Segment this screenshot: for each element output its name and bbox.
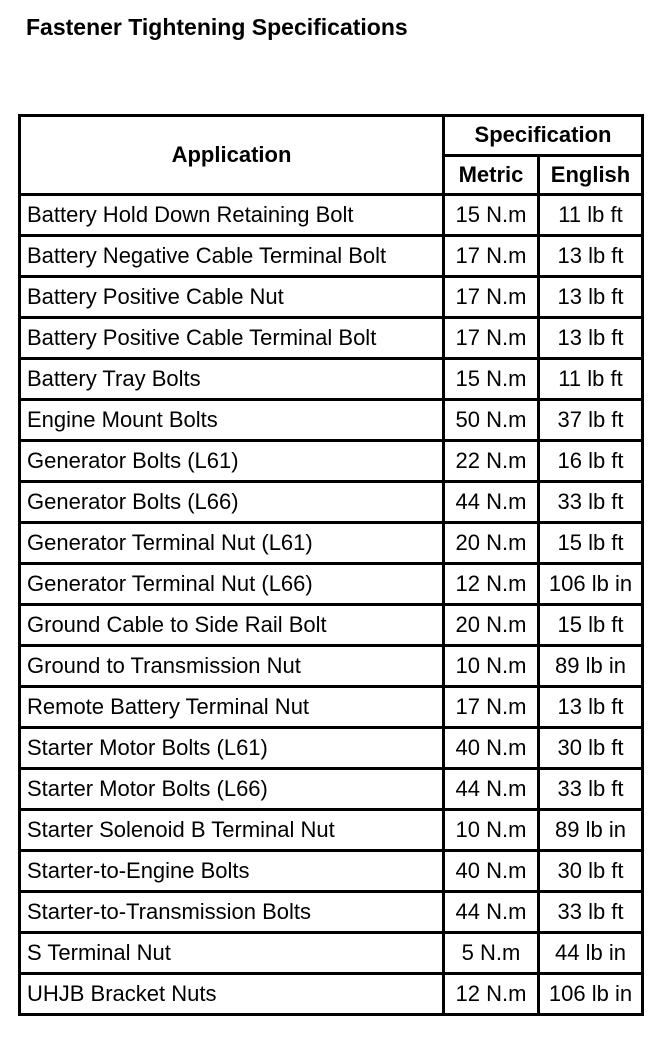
application-column-header: Application [20, 116, 444, 195]
application-cell: Remote Battery Terminal Nut [20, 687, 444, 728]
metric-value-cell: 40 N.m [444, 851, 539, 892]
table-row [20, 400, 643, 441]
application-cell: Battery Tray Bolts [20, 359, 444, 400]
metric-value-cell: 44 N.m [444, 482, 539, 523]
table-row [20, 523, 643, 564]
table-row [20, 564, 643, 605]
english-value-cell: 13 lb ft [539, 236, 643, 277]
metric-value-cell: 17 N.m [444, 687, 539, 728]
english-value-cell: 44 lb in [539, 933, 643, 974]
english-value-cell: 106 lb in [539, 564, 643, 605]
metric-column-header: Metric [444, 155, 539, 195]
english-value-cell: 11 lb ft [539, 195, 643, 236]
table-row [20, 646, 643, 687]
table-row [20, 769, 643, 810]
table-row [20, 236, 643, 277]
table-row [20, 195, 643, 236]
application-cell: Generator Bolts (L66) [20, 482, 444, 523]
english-column-header: English [539, 155, 643, 195]
metric-value-cell: 12 N.m [444, 974, 539, 1015]
specification-column-header: Specification [444, 116, 643, 156]
metric-value-cell: 22 N.m [444, 441, 539, 482]
page-title: Fastener Tightening Specifications [26, 14, 408, 40]
english-value-cell: 11 lb ft [539, 359, 643, 400]
english-value-cell: 33 lb ft [539, 892, 643, 933]
metric-value-cell: 50 N.m [444, 400, 539, 441]
table-row [20, 892, 643, 933]
application-cell: Engine Mount Bolts [20, 400, 444, 441]
metric-value-cell: 20 N.m [444, 605, 539, 646]
fastener-spec-table [18, 114, 644, 1016]
metric-value-cell: 44 N.m [444, 769, 539, 810]
application-cell: Ground Cable to Side Rail Bolt [20, 605, 444, 646]
english-value-cell: 33 lb ft [539, 769, 643, 810]
application-cell: Starter Solenoid B Terminal Nut [20, 810, 444, 851]
english-value-cell: 13 lb ft [539, 277, 643, 318]
metric-value-cell: 17 N.m [444, 318, 539, 359]
application-cell: Generator Terminal Nut (L66) [20, 564, 444, 605]
table-row [20, 441, 643, 482]
table-row [20, 605, 643, 646]
english-value-cell: 15 lb ft [539, 523, 643, 564]
english-value-cell: 13 lb ft [539, 687, 643, 728]
english-value-cell: 15 lb ft [539, 605, 643, 646]
english-value-cell: 89 lb in [539, 646, 643, 687]
table-row [20, 851, 643, 892]
application-cell: Starter Motor Bolts (L66) [20, 769, 444, 810]
english-value-cell: 30 lb ft [539, 728, 643, 769]
table-header [20, 116, 643, 195]
metric-value-cell: 15 N.m [444, 195, 539, 236]
application-cell: Generator Terminal Nut (L61) [20, 523, 444, 564]
application-cell: UHJB Bracket Nuts [20, 974, 444, 1015]
table-row [20, 318, 643, 359]
application-cell: Battery Negative Cable Terminal Bolt [20, 236, 444, 277]
table-row [20, 359, 643, 400]
application-cell: Generator Bolts (L61) [20, 441, 444, 482]
english-value-cell: 106 lb in [539, 974, 643, 1015]
metric-value-cell: 12 N.m [444, 564, 539, 605]
english-value-cell: 33 lb ft [539, 482, 643, 523]
table-row [20, 933, 643, 974]
table-row [20, 687, 643, 728]
metric-value-cell: 44 N.m [444, 892, 539, 933]
metric-value-cell: 20 N.m [444, 523, 539, 564]
english-value-cell: 89 lb in [539, 810, 643, 851]
metric-value-cell: 17 N.m [444, 277, 539, 318]
application-cell: Battery Positive Cable Terminal Bolt [20, 318, 444, 359]
english-value-cell: 16 lb ft [539, 441, 643, 482]
table-row [20, 728, 643, 769]
application-cell: Starter-to-Engine Bolts [20, 851, 444, 892]
metric-value-cell: 10 N.m [444, 810, 539, 851]
english-value-cell: 37 lb ft [539, 400, 643, 441]
english-value-cell: 13 lb ft [539, 318, 643, 359]
metric-value-cell: 40 N.m [444, 728, 539, 769]
table-row [20, 482, 643, 523]
table-row [20, 810, 643, 851]
application-cell: Battery Positive Cable Nut [20, 277, 444, 318]
application-cell: S Terminal Nut [20, 933, 444, 974]
metric-value-cell: 10 N.m [444, 646, 539, 687]
application-cell: Battery Hold Down Retaining Bolt [20, 195, 444, 236]
table-row [20, 277, 643, 318]
application-cell: Starter Motor Bolts (L61) [20, 728, 444, 769]
application-cell: Starter-to-Transmission Bolts [20, 892, 444, 933]
metric-value-cell: 15 N.m [444, 359, 539, 400]
table-body [20, 195, 643, 1015]
english-value-cell: 30 lb ft [539, 851, 643, 892]
metric-value-cell: 17 N.m [444, 236, 539, 277]
table-row [20, 974, 643, 1015]
application-cell: Ground to Transmission Nut [20, 646, 444, 687]
metric-value-cell: 5 N.m [444, 933, 539, 974]
